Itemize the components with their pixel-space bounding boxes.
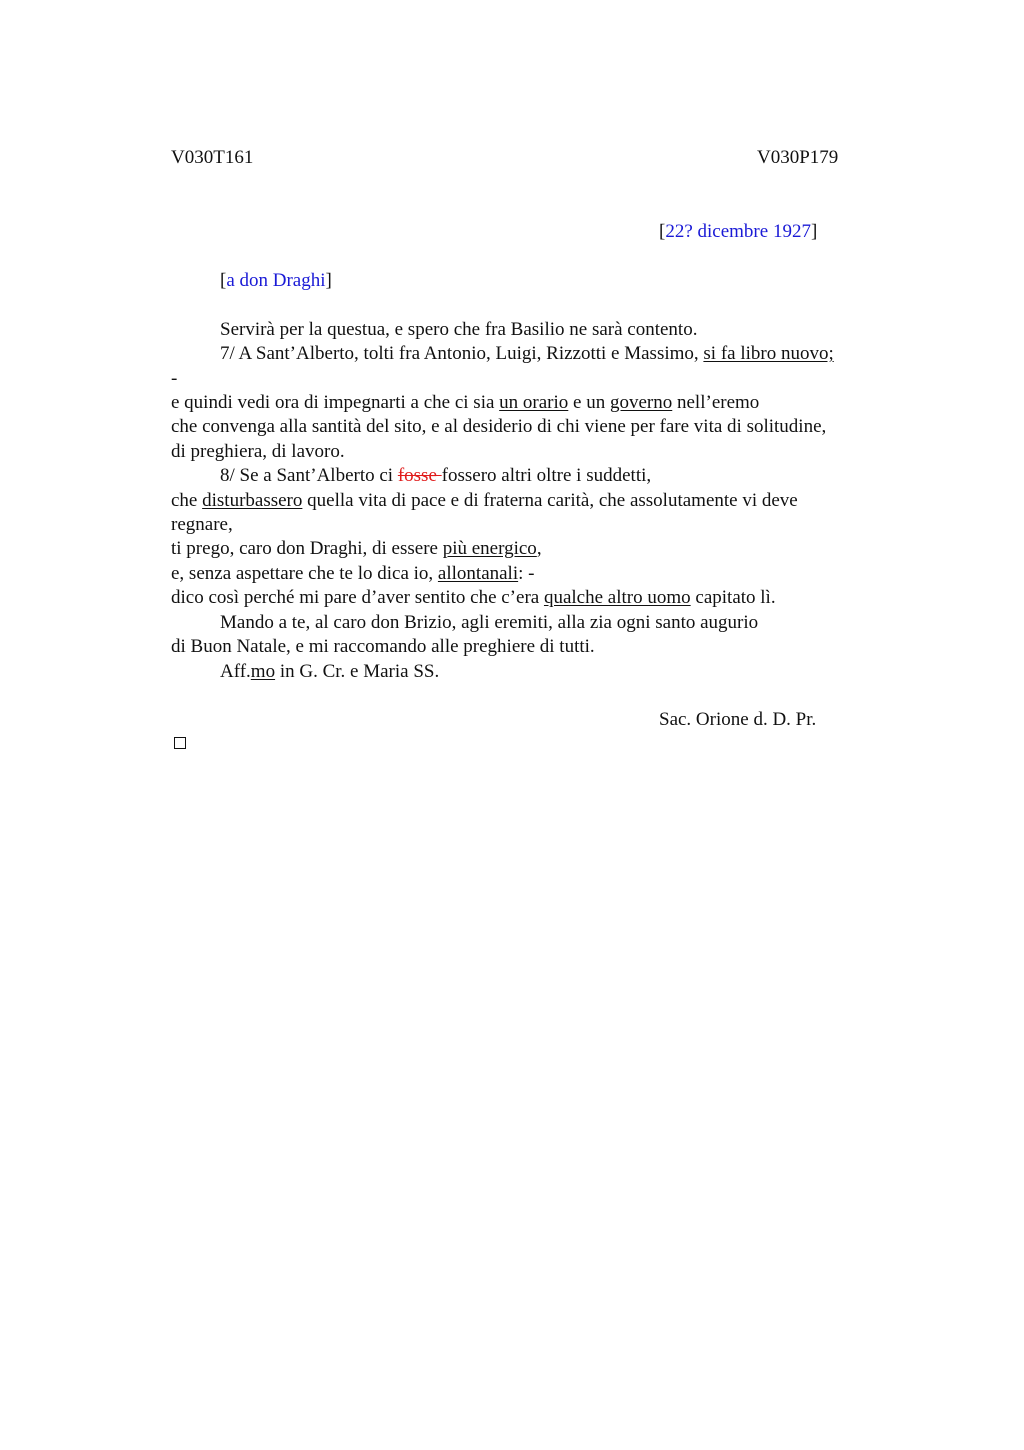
addressee-bracket-close: ] bbox=[325, 270, 332, 291]
body-line-15-text-b: in G. Cr. e Maria SS. bbox=[275, 661, 440, 682]
body-line-2 bbox=[220, 343, 834, 365]
date-value: 22? dicembre 1927 bbox=[665, 221, 811, 242]
body-line-11-text-a: e, senza aspettare che te lo dica io, bbox=[171, 563, 438, 584]
addressee-bracket-open: [ bbox=[220, 270, 227, 291]
body-line-11 bbox=[171, 563, 534, 585]
body-line-11-text-b: : - bbox=[518, 563, 535, 584]
body-line-12 bbox=[171, 587, 776, 609]
body-line-10 bbox=[171, 538, 542, 560]
body-line-4-text-a: e quindi vedi ora di impegnarti a che ci sia bbox=[171, 392, 500, 413]
document-code-right: V030P179 bbox=[757, 147, 839, 168]
body-line-15 bbox=[220, 661, 439, 683]
underlined-phrase: si fa libro nuovo; bbox=[703, 343, 834, 364]
body-line-3: - bbox=[171, 368, 178, 389]
body-line-4-text-c: nell’eremo bbox=[672, 392, 760, 413]
body-line-12-text-b: capitato lì. bbox=[690, 587, 776, 608]
body-line-9: regnare, bbox=[171, 514, 233, 535]
struck-word: fosse bbox=[397, 465, 442, 486]
body-line-2-text: 7/ A Sant’Alberto, tolti fra Antonio, Luigi, Rizzotti e Massimo, bbox=[220, 343, 704, 364]
body-line-1: Servirà per la questua, e spero che fra Basilio ne sarà contento. bbox=[220, 319, 698, 340]
body-line-4 bbox=[171, 392, 759, 414]
underlined-phrase: disturbassero bbox=[202, 490, 303, 511]
body-line-7 bbox=[220, 465, 651, 487]
body-line-7-text-b: fossero altri oltre i suddetti, bbox=[441, 465, 652, 486]
body-line-5: che convenga alla santità del sito, e al desiderio di chi viene per fare vita di solitudine, bbox=[171, 416, 827, 437]
letter-addressee bbox=[220, 270, 332, 292]
body-line-8-text-a: che bbox=[171, 490, 203, 511]
underlined-phrase: governo bbox=[609, 392, 673, 413]
body-line-10-text-b: , bbox=[536, 538, 542, 559]
body-line-14: di Buon Natale, e mi raccomando alle preghiere di tutti. bbox=[171, 636, 595, 657]
addressee-value: a don Draghi bbox=[226, 270, 326, 291]
body-line-8-text-b: quella vita di pace e di fraterna carità, che assolutamente vi deve bbox=[302, 490, 798, 511]
end-marker-box bbox=[174, 737, 186, 749]
document-code-left: V030T161 bbox=[171, 147, 254, 168]
underlined-phrase: più energico bbox=[442, 538, 537, 559]
letter-date bbox=[659, 221, 817, 243]
body-line-7-text-a: 8/ Se a Sant’Alberto ci bbox=[220, 465, 398, 486]
date-bracket-close: ] bbox=[810, 221, 818, 242]
underlined-phrase: mo bbox=[250, 661, 276, 682]
body-line-6: di preghiera, di lavoro. bbox=[171, 441, 345, 462]
date-bracket-open: [ bbox=[659, 221, 666, 242]
signature: Sac. Orione d. D. Pr. bbox=[659, 709, 817, 730]
body-line-12-text-a: dico così perché mi pare d’aver sentito che c’era bbox=[171, 587, 544, 608]
body-line-10-text-a: ti prego, caro don Draghi, di essere bbox=[171, 538, 443, 559]
body-line-13: Mando a te, al caro don Brizio, agli eremiti, alla zia ogni santo augurio bbox=[220, 612, 759, 633]
body-line-15-text-a: Aff. bbox=[220, 661, 251, 682]
underlined-phrase: qualche altro uomo bbox=[543, 587, 691, 608]
underlined-phrase: allontanali bbox=[437, 563, 519, 584]
underlined-phrase: un orario bbox=[499, 392, 569, 413]
body-line-8 bbox=[171, 490, 798, 512]
body-line-4-text-b: e un bbox=[568, 392, 610, 413]
